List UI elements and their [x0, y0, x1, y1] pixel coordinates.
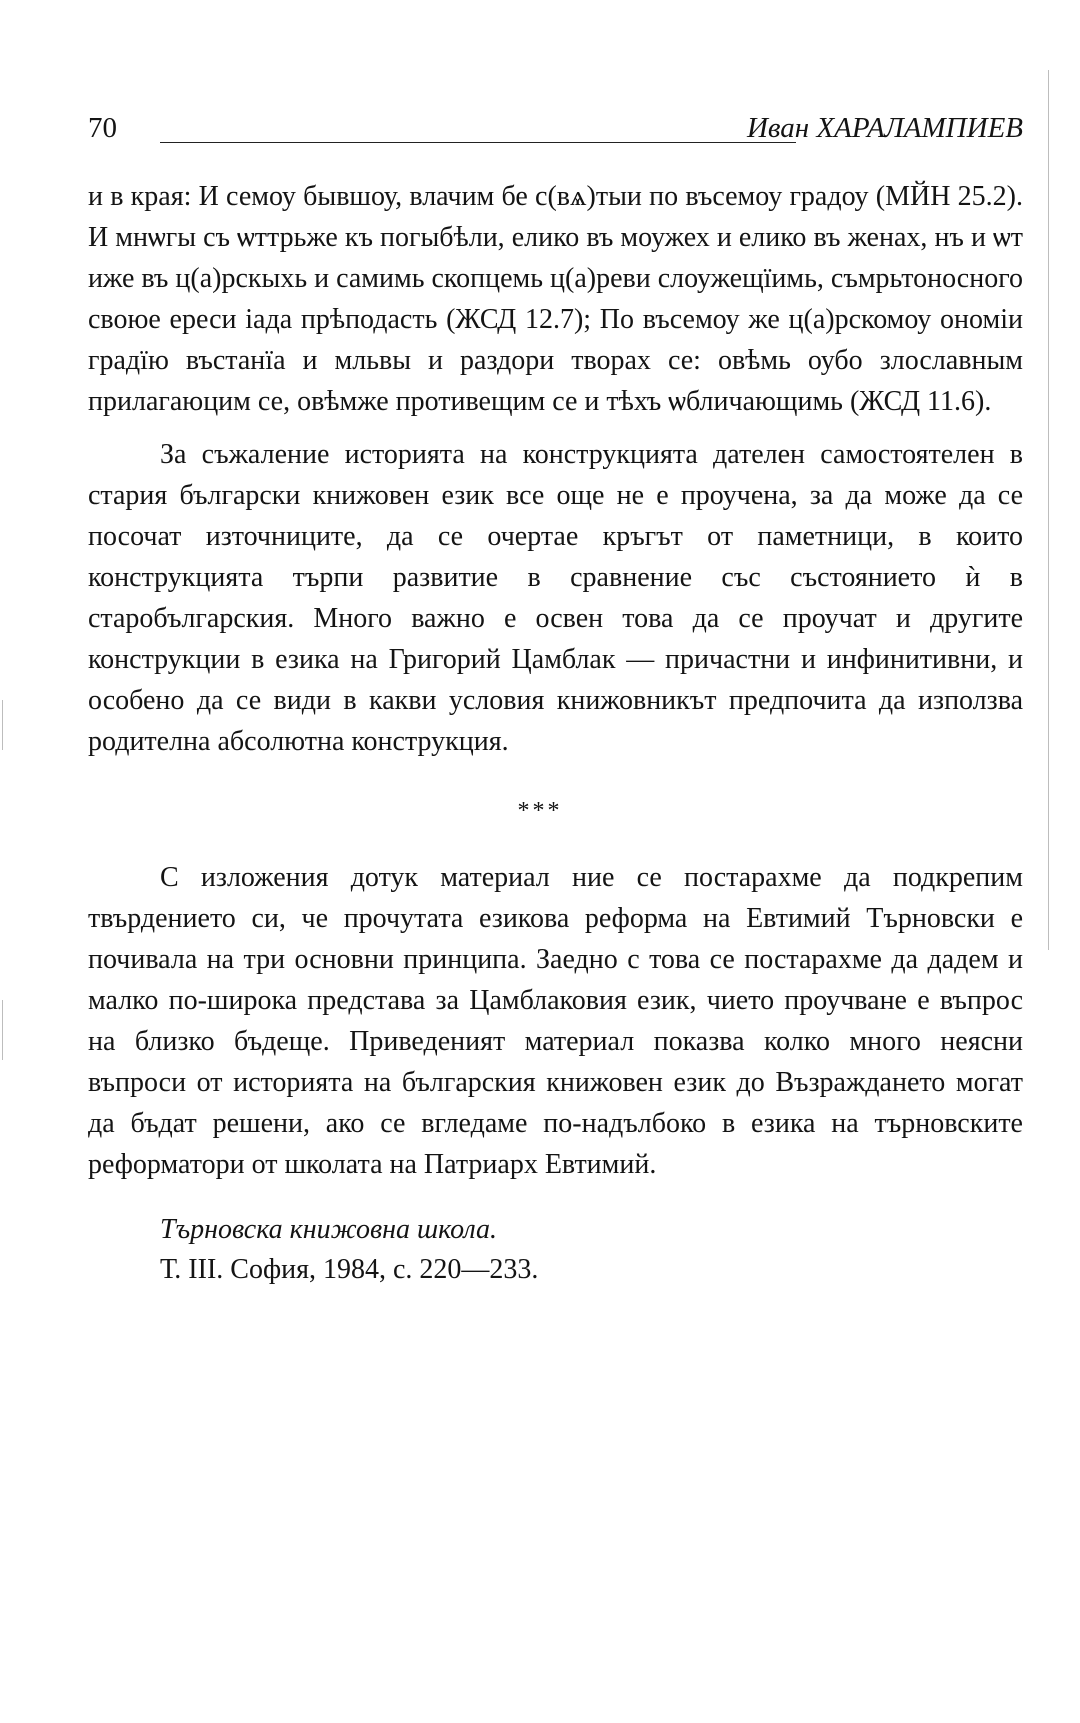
- body-text: [88, 434, 1023, 762]
- source-details: Т. III. София, 1984, с. 220—233.: [160, 1254, 539, 1285]
- section-separator: ***: [517, 798, 563, 824]
- running-head: [88, 112, 1023, 152]
- paragraph-conclusion: С изложения дотук материал ние се постарахме да подкрепим твърдението си, че прочутата езикова реформа на Евтимий Търновски е почивала на три основни принципа. Заедно с това се постарахме да дадем и малко по-широка представа за Цамблаковия език, чието проучване е въпрос на близко бъдеще. Приведеният материал показва колко много неясни въпроси от историята на българския книжовен език до Възраждането могат да бъдат решени, ако се вгледаме по-надълбоко в езика на търновските реформатори от школата на Патриарх Евтимий.: [88, 862, 1023, 1180]
- header-rule: [160, 142, 796, 143]
- paragraph-dative-absolute: За съжаление историята на конструкцията дателен самостоятелен в стария български книжовен език все още не е проучена, за да може да се посочат източниците, да се очертае кръгът от паметници, в които конструкцията търпи развитие в сравнение със състоянието ѝ в старобългарския. Много важно е освен това да се проучат и другите конструкции в езика на Григорий Цамблак — причастни и инфинитивни, и особено да се види в какви условия книжовникът предпочита да използва родителна абсолютна конструкция.: [88, 439, 1023, 757]
- scan-edge-line: [1048, 70, 1049, 950]
- scan-edge-mark: [2, 1000, 3, 1060]
- source-title: Търновска книжовна школа.: [160, 1214, 498, 1245]
- church-slavonic-quotation: [88, 176, 1023, 422]
- source-citation: [160, 1210, 538, 1290]
- page-number: 70: [88, 112, 117, 144]
- scan-edge-mark: [2, 700, 3, 750]
- running-head-author: Иван ХАРАЛАМПИЕВ: [746, 112, 1023, 144]
- conclusion-text: [88, 857, 1023, 1185]
- paragraph-quotation: и в края: И семоу бывшоу, влачим бе с(вѧ)тыи по въсемоу градоу (МЙН 25.2). И мнѡгы съ ѡттрьже къ погыбѣли, елико въ моужех и елико въ женах, нъ и ѡт иже въ ц(а)рскыхь и самимь скопцемь ц(а)реви слоужещїимь, съмрьтоносного своюе ереси iада прѣподасть (ЖСД 12.7); По въсемоу же ц(а)рскомоу ономіи градїю въстанїа и мльвы и раздори творах се: овѣмь оубо злославным прилагаюцим се, овѣмже противещим се и тѣхъ ѡбличающимь (ЖСД 11.6).: [88, 181, 1023, 417]
